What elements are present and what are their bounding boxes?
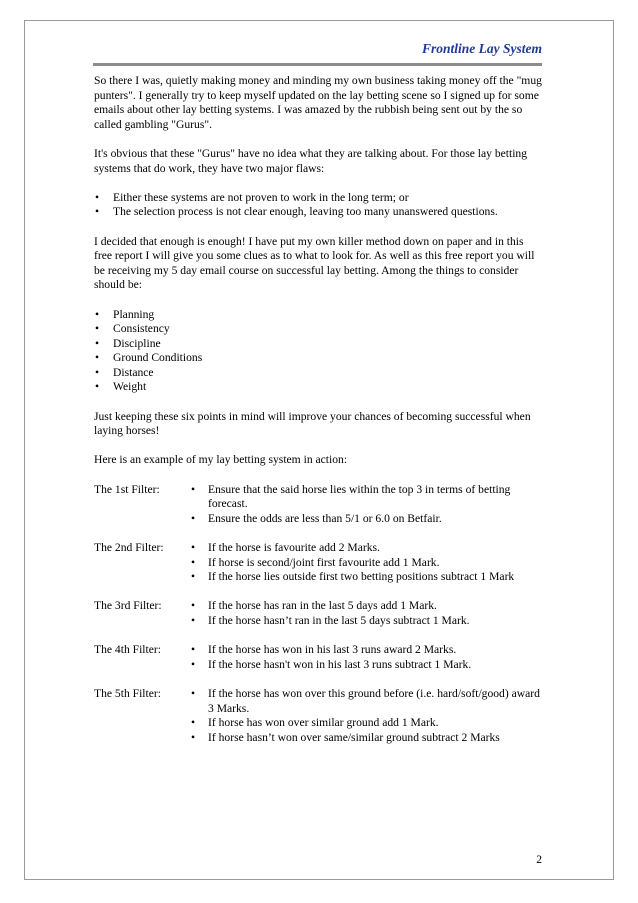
filter-4 — [94, 643, 544, 672]
document-body — [94, 74, 544, 760]
paragraph-enough: I decided that enough is enough! I have put my own killer method down on paper and in this free report I will give you some clues as to what to look for. As well as this free report you will be receiving my 5 day email course on successful lay betting. Among the things to consider should be: — [94, 234, 535, 292]
filter-label: The 5th Filter: — [94, 686, 161, 700]
list-item: • If horse hasn’t won over same/similar ground subtract 2 Marks — [190, 731, 544, 746]
filter-label: The 4th Filter: — [94, 643, 161, 657]
filter-rules — [190, 599, 544, 628]
filter-label: The 1st Filter: — [94, 482, 160, 496]
list-item: • If horse is second/joint first favourite add 1 Mark. — [190, 556, 544, 571]
paragraph-six-points: Just keeping these six points in mind will improve your chances of becoming successful when laying horses! — [94, 409, 531, 438]
list-item: • If the horse has won over this ground before (i.e. hard/soft/good) award 3 Marks. — [190, 687, 544, 716]
considerations-list — [94, 308, 544, 396]
list-item: • Distance — [94, 366, 544, 381]
list-item: • If the horse is favourite add 2 Marks. — [190, 541, 544, 556]
list-item: • Planning — [94, 308, 544, 323]
paragraph-intro: So there I was, quietly making money and minding my own business taking money off the "mug punters". I generally try to keep myself updated on the lay betting scene so I signed up for some emails about other lay betting systems. I was amazed by the rubbish being sent out by the so called gambling "Gurus". — [94, 74, 542, 131]
filter-rules — [190, 643, 544, 672]
list-item: • Ground Conditions — [94, 351, 544, 366]
list-item: • Ensure that the said horse lies within the top 3 in terms of betting forecast. — [190, 483, 544, 512]
list-item: • Discipline — [94, 337, 544, 352]
list-item: • Either these systems are not proven to work in the long term; or — [94, 191, 544, 206]
header-rule — [93, 63, 542, 66]
list-item: • If the horse hasn't won in his last 3 runs subtract 1 Mark. — [190, 658, 544, 673]
list-item: • The selection process is not clear enough, leaving too many unanswered questions. — [94, 205, 544, 220]
paragraph-gurus: It's obvious that these "Gurus" have no idea what they are talking about. For those lay betting systems that do work, they have two major flaws: — [94, 146, 528, 175]
paragraph-example: Here is an example of my lay betting system in action: — [94, 453, 348, 467]
filter-3 — [94, 599, 544, 628]
filter-5 — [94, 687, 544, 745]
list-item: • If the horse has won in his last 3 runs award 2 Marks. — [190, 643, 544, 658]
list-item: • If the horse lies outside first two betting positions subtract 1 Mark — [190, 570, 544, 585]
filter-2 — [94, 541, 544, 585]
list-item: • If the horse has ran in the last 5 days add 1 Mark. — [190, 599, 544, 614]
filter-label: The 3rd Filter: — [94, 599, 162, 613]
filter-1 — [94, 483, 544, 527]
list-item: • If the horse hasn’t ran in the last 5 days subtract 1 Mark. — [190, 614, 544, 629]
list-item: • If horse has won over similar ground add 1 Mark. — [190, 716, 544, 731]
flaws-list — [94, 191, 544, 220]
filter-rules — [190, 687, 544, 745]
list-item: • Weight — [94, 380, 544, 395]
list-item: • Ensure the odds are less than 5/1 or 6.0 on Betfair. — [190, 512, 544, 527]
filter-rules — [190, 541, 544, 585]
page-number: 2 — [536, 853, 542, 866]
filter-rules — [190, 483, 544, 527]
filter-label: The 2nd Filter: — [94, 541, 164, 554]
header-title: Frontline Lay System — [421, 41, 542, 56]
list-item: • Consistency — [94, 322, 544, 337]
